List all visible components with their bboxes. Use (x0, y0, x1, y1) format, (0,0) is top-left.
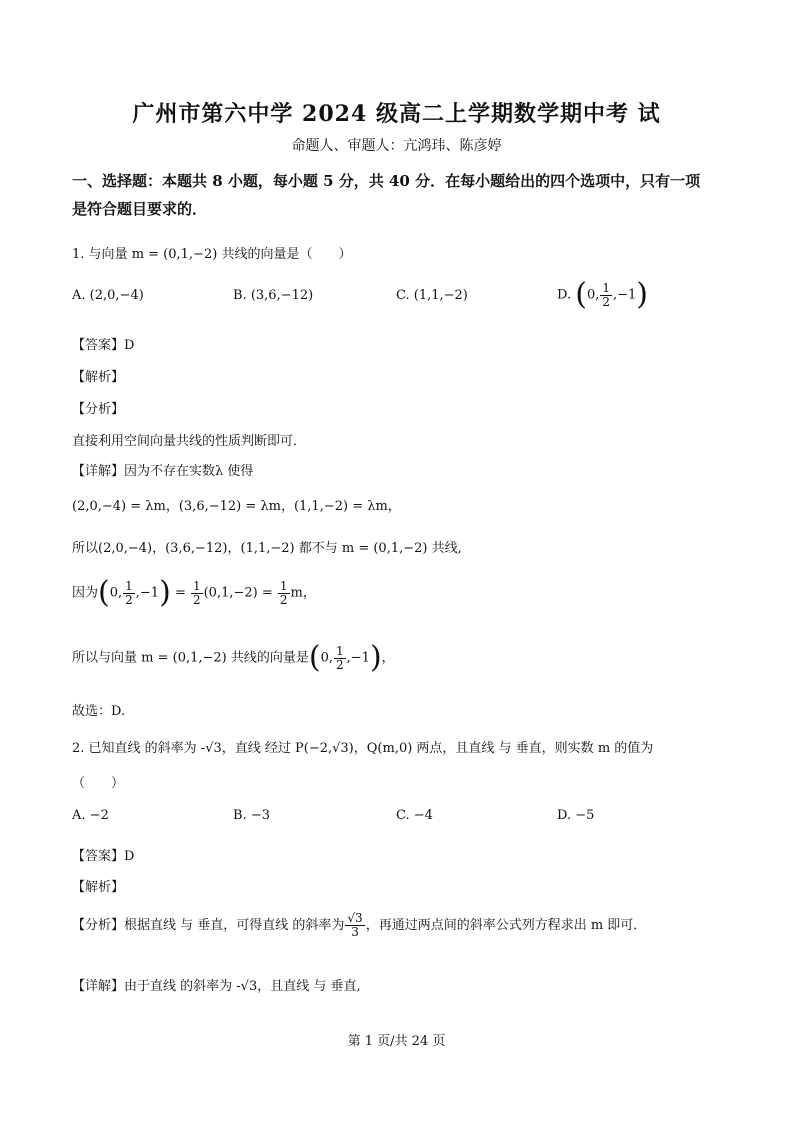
option-label: B. (233, 288, 247, 303)
paren-right: ) (369, 640, 382, 675)
section-heading-line2: 是符合题目要求的． (72, 200, 208, 218)
detail-expr: ,−1 (346, 650, 370, 666)
q1-stem-suffix: 共线的向量是（ ） (221, 247, 352, 262)
q1-answer: 【答案】D (72, 338, 135, 353)
paren-right: ) (636, 277, 649, 312)
paren-left: ( (308, 640, 321, 675)
paren-left: ( (98, 575, 110, 610)
q1-detail-line5 (72, 640, 395, 675)
detail-suffix: ， (381, 650, 395, 666)
fraction-denominator: 2 (336, 657, 344, 672)
q2-analysis-tag: 【解析】 (72, 880, 125, 895)
q2-option-b (233, 808, 270, 823)
fraction (123, 580, 135, 607)
fraction (600, 282, 612, 309)
q2-answer: 【答案】D (72, 849, 135, 864)
fraction-numerator: 1 (602, 280, 610, 295)
fraction-denominator: 2 (602, 294, 610, 309)
q1-stem-prefix: 1. 与向量 (72, 247, 128, 262)
option-label: A. (72, 808, 86, 823)
q2-stem-line2: （ ） (72, 776, 125, 791)
q2-detail: 【详解】由于直线 的斜率为 -√3，且直线 与 垂直, (72, 979, 361, 994)
option-label: A. (72, 288, 86, 303)
detail-text: 因为不存在实数λ 使得 (124, 464, 254, 479)
fraction-denominator: 3 (351, 925, 359, 939)
fraction-denominator: 2 (279, 592, 288, 607)
option-label: D. (557, 808, 572, 823)
q1-option-d (557, 277, 649, 312)
detail-prefix: 因为 (72, 585, 99, 601)
fraction-numerator: 1 (125, 578, 133, 593)
option-value: −3 (250, 808, 270, 823)
detail-expr: m， (290, 585, 316, 601)
detail-expr: ,−1 (135, 585, 160, 601)
fenxi-prefix: 【分析】根据直线 与 垂直，可得直线 的斜率为 (72, 918, 345, 933)
q1-detail-line4 (72, 575, 316, 610)
option-label: B. (233, 808, 247, 823)
option-value: (1,1,−2) (413, 288, 468, 303)
q1-detail-line2: (2,0,−4) = λm，(3,6,−12) = λm，(1,1,−2) = λm， (72, 499, 401, 514)
q1-fenxi-tag: 【分析】 (72, 402, 125, 417)
q1-detail-line3: 所以(2,0,−4)，(3,6,−12)，(1,1,−2) 都不与 m = (0,1,−2) 共线, (72, 541, 462, 556)
fraction-numerator: √3 (347, 911, 363, 925)
option-label: C. (396, 288, 410, 303)
detail-expr: 0, (109, 585, 123, 601)
paren-left: ( (575, 277, 587, 312)
q1-stem-vector: m = (0,1,−2) (131, 247, 218, 262)
page-title: 广州市第六中学 2024 级高二上学期数学期中考 试 (132, 101, 661, 127)
option-label: C. (396, 808, 410, 823)
q2-option-d (557, 808, 594, 823)
q2-stem-line1: 2. 已知直线 的斜率为 -√3，直线 经过 P(−2,√3)，Q(m,0) 两点，且直线 与 垂直，则实数 m 的值为 (72, 741, 654, 756)
q1-option-a (72, 288, 144, 303)
q1-stem (72, 243, 351, 262)
fraction-numerator: 1 (192, 578, 201, 593)
fraction-denominator: 2 (192, 592, 201, 607)
q2-option-c (396, 808, 433, 823)
fraction (345, 912, 364, 939)
page-footer: 第 1 页/共 24 页 (347, 1034, 446, 1049)
fraction (278, 580, 290, 607)
option-value: (3,6,−12) (250, 288, 314, 303)
fraction-numerator: 1 (279, 578, 288, 593)
option-value: (2,0,−4) (89, 288, 144, 303)
q1-option-c (396, 288, 468, 303)
detail-expr: 0, (320, 650, 333, 666)
fenxi-suffix: ，再通过两点间的斜率公式列方程求出 m 即可． (365, 918, 647, 933)
q1-choose: 故选：D. (72, 704, 126, 719)
detail-tag: 【详解】 (72, 464, 125, 479)
option-value-pre: 0, (586, 287, 600, 303)
q1-analysis-tag: 【解析】 (72, 370, 125, 385)
q1-detail-line1 (72, 460, 253, 479)
q1-option-b (233, 288, 313, 303)
q2-fenxi (72, 912, 646, 939)
authors-line: 命题人、审题人：亢鸿玮、陈彦婷 (291, 138, 502, 154)
option-value: −4 (413, 808, 433, 823)
option-value: −2 (89, 808, 109, 823)
detail-expr: (0,1,−2) = (203, 585, 277, 601)
option-value-post: ,−1 (613, 287, 637, 303)
option-label: D. (557, 287, 572, 303)
fraction (334, 645, 346, 672)
section-heading-line1: 一、选择题：本题共 8 小题，每小题 5 分，共 40 分．在每小题给出的四个选项中，只有一项 (72, 172, 701, 190)
paren-right: ) (159, 575, 171, 610)
q2-option-a (72, 808, 109, 823)
q1-fenxi-text: 直接利用空间向量共线的性质判断即可． (72, 434, 307, 449)
fraction-denominator: 2 (125, 592, 133, 607)
fraction-numerator: 1 (336, 643, 344, 658)
detail-prefix: 所以与向量 m = (0,1,−2) 共线的向量是 (72, 650, 309, 666)
detail-expr: = (174, 585, 190, 601)
fraction (191, 580, 203, 607)
option-value: −5 (575, 808, 595, 823)
